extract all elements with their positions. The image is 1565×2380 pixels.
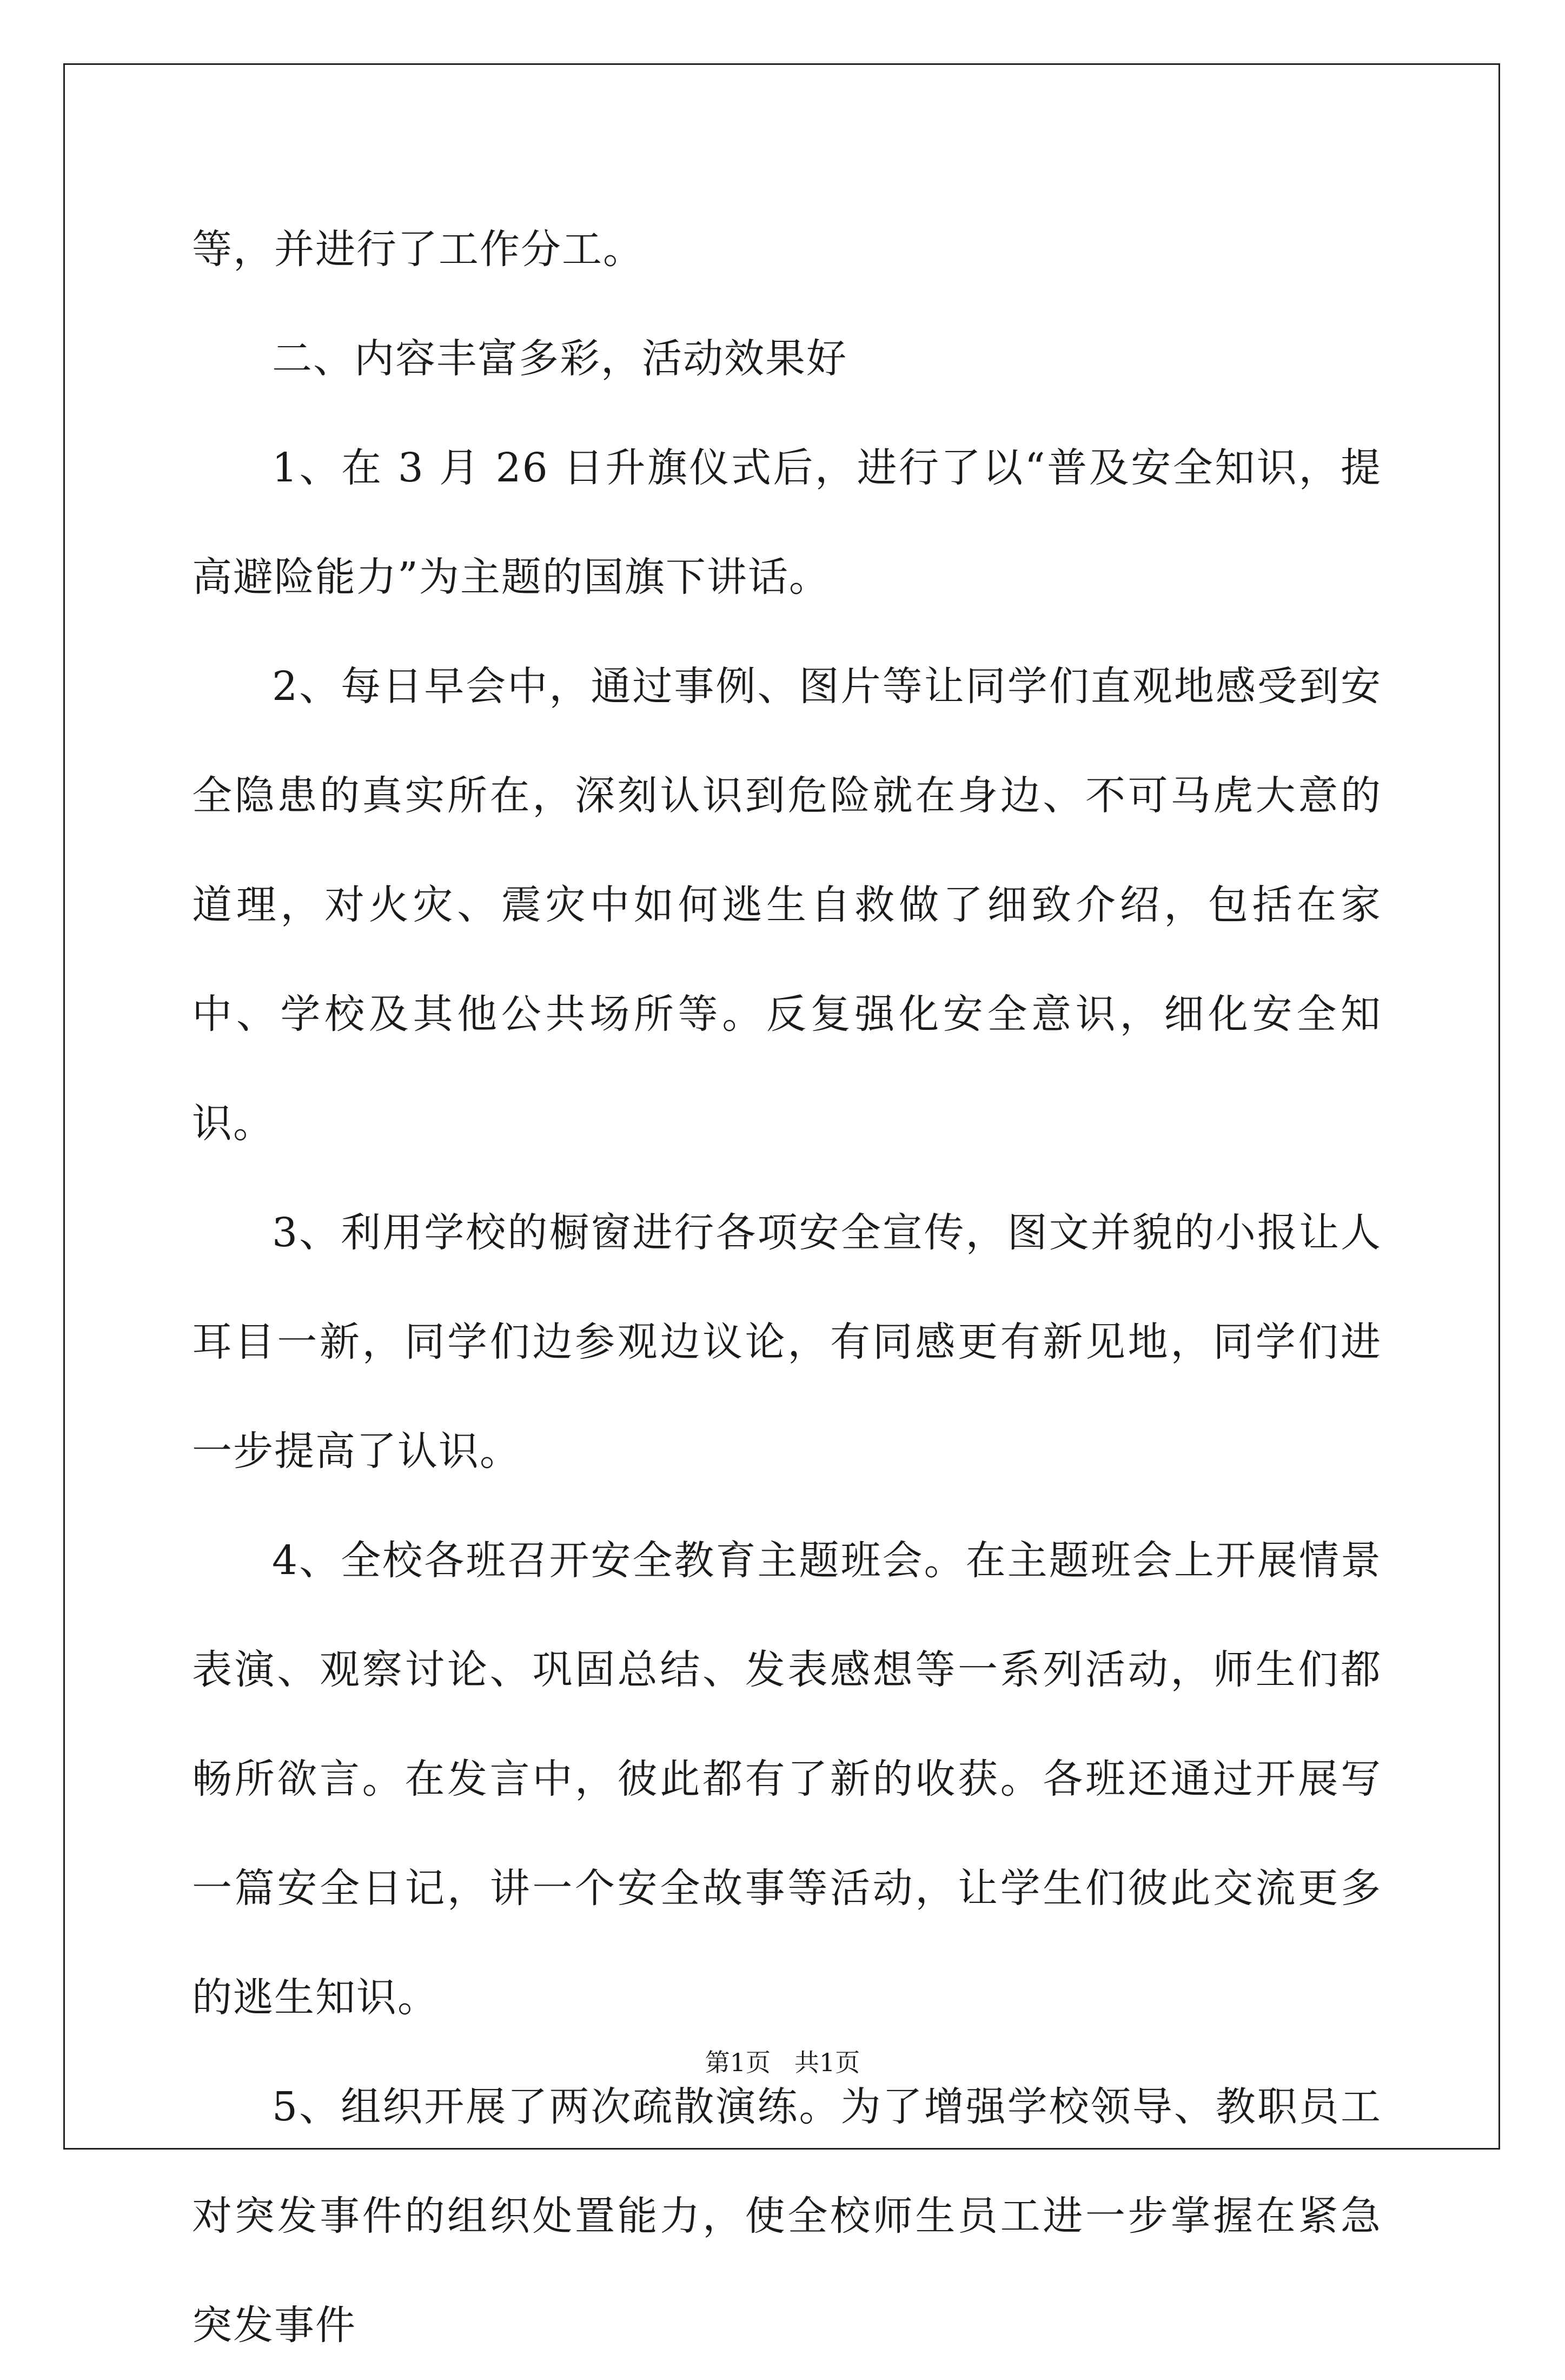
paragraph-item-3: 3、利用学校的橱窗进行各项安全宣传，图文并貌的小报让人耳目一新，同学们边参观边议论，有同感更有新见地，同学们进一步提高了认识。 [192, 1209, 1382, 1475]
page-footer [0, 2047, 1565, 2078]
page-total: 共1页 [794, 2048, 860, 2077]
paragraph-item-1: 1、在 3 月 26 日升旗仪式后，进行了以“普及安全知识，提高避险能力”为主题的国旗下讲话。 [192, 445, 1382, 600]
paragraph-continuation: 等，并进行了工作分工。 [192, 226, 644, 273]
paragraph-item-2: 2、每日早会中，通过事例、图片等让同学们直观地感受到安全隐患的真实所在，深刻认识到危险就在身边、不可马虎大意的道理，对火灾、震灾中如何逃生自救做了细致介绍，包括在家中、学校及其他公共场所等。反复强化安全意识，细化安全知识。 [192, 663, 1382, 1147]
section-heading: 二、内容丰富多彩，活动效果好 [272, 335, 847, 382]
page-number: 第1页 [705, 2048, 771, 2077]
paragraph-item-4: 4、全校各班召开安全教育主题班会。在主题班会上开展情景表演、观察讨论、巩固总结、发表感想等一系列活动，师生们都畅所欲言。在发言中，彼此都有了新的收获。各班还通过开展写一篇安全日记，讲一个安全故事等活动，让学生们彼此交流更多的逃生知识。 [192, 1537, 1382, 2021]
paragraph-item-5: 5、组织开展了两次疏散演练。为了增强学校领导、教职员工对突发事件的组织处置能力，使全校师生员工进一步掌握在紧急突发事件 [192, 2084, 1382, 2349]
